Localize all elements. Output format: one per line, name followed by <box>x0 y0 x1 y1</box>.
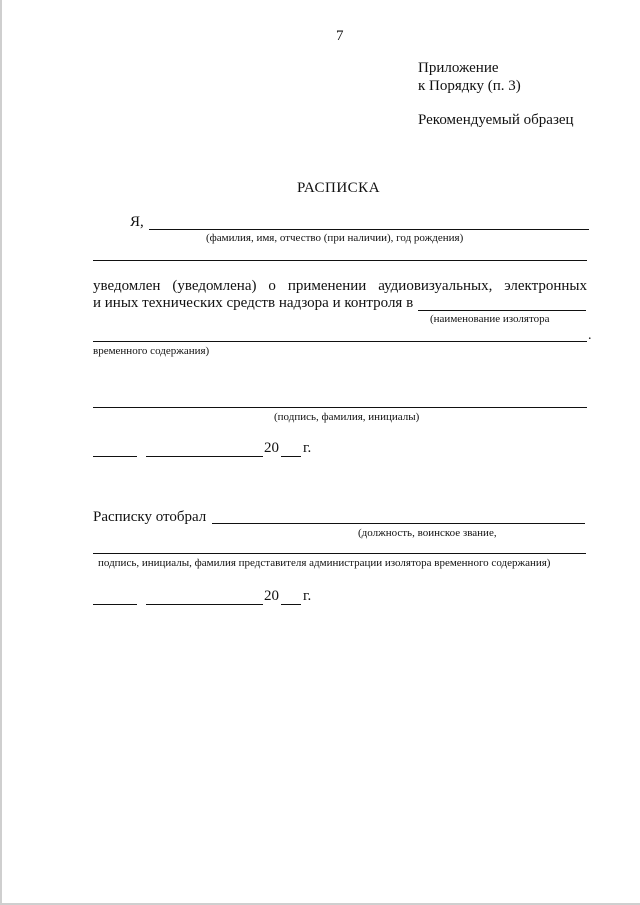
date-year-suffix: г. <box>303 440 312 456</box>
isolator-caption: (наименование изолятора <box>430 313 550 325</box>
date2-month-line <box>146 604 263 605</box>
date2-year-line <box>281 604 301 605</box>
signature-caption: (подпись, фамилия, инициалы) <box>274 411 420 423</box>
received-by-line <box>212 523 585 524</box>
page-number: 7 <box>336 28 344 44</box>
received-by-label: Расписку отобрал <box>93 509 207 525</box>
recommended-sample-label: Рекомендуемый образец <box>418 112 574 128</box>
date2-day-line <box>93 604 137 605</box>
notified-text-line1: уведомлен (уведомлена) о применении аудиовизуальных, электронных <box>93 278 587 294</box>
date2-year-prefix: 20 <box>264 588 279 604</box>
date-day-line <box>93 456 137 457</box>
order-reference: к Порядку (п. 3) <box>418 78 521 94</box>
date-year-line <box>281 456 301 457</box>
fio-line <box>149 229 589 230</box>
representative-line <box>93 553 586 554</box>
fio-line-continued <box>93 260 587 261</box>
temp-content-caption: временного содержания) <box>93 345 210 357</box>
date-year-prefix: 20 <box>264 440 279 456</box>
document-title: РАСПИСКА <box>297 180 381 196</box>
fio-caption: (фамилия, имя, отчество (при наличии), год рождения) <box>206 232 464 244</box>
page-left-edge <box>0 0 2 905</box>
admin-caption: подпись, инициалы, фамилия представителя администрации изолятора временного содержания) <box>98 557 551 569</box>
date2-year-suffix: г. <box>303 588 312 604</box>
i-label: Я, <box>130 214 144 230</box>
isolator-name-line <box>418 310 586 311</box>
signature-line <box>93 407 587 408</box>
date-month-line <box>146 456 263 457</box>
sentence-period: . <box>588 328 592 343</box>
position-caption: (должность, воинское звание, <box>358 527 497 539</box>
isolator-name-line-continued <box>93 341 587 342</box>
appendix-label: Приложение <box>418 60 499 76</box>
notified-text-line2: и иных технических средств надзора и контроля в <box>93 295 414 311</box>
